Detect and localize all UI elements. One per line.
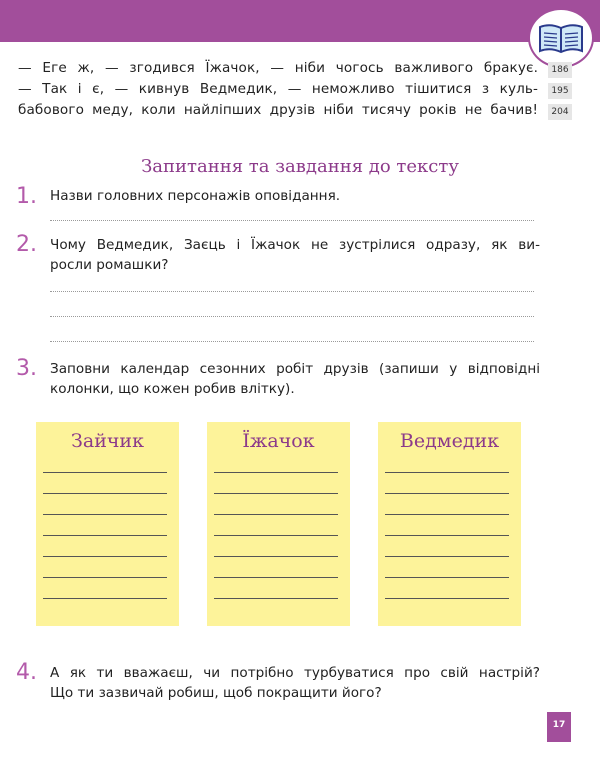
question-text: Заповни календар сезонних робіт друзів (запиши у відповідні: [50, 361, 540, 377]
passage-line: — Еге ж, — згодився Їжачок, — ніби чогось важливого бракує.: [18, 60, 538, 76]
passage-line: бабового меду, коли найліпших друзів ніби тисячу років не бачив!: [18, 102, 538, 118]
write-line[interactable]: [385, 535, 509, 536]
write-line[interactable]: [43, 556, 167, 557]
write-line[interactable]: [385, 514, 509, 515]
question-number: 3.: [16, 356, 37, 381]
write-line[interactable]: [214, 577, 338, 578]
question-text: Чому Ведмедик, Заєць і Їжачок не зустрілися одразу, як ви-: [50, 237, 540, 253]
write-line[interactable]: [43, 598, 167, 599]
question-number: 4.: [16, 660, 37, 685]
season-card-yizhachok: [207, 422, 350, 626]
write-line[interactable]: [43, 535, 167, 536]
question-text: Назви головних персонажів оповідання.: [50, 188, 341, 204]
write-line[interactable]: [214, 514, 338, 515]
section-title: Запитання та завдання до тексту: [141, 156, 459, 177]
write-line[interactable]: [43, 514, 167, 515]
write-line[interactable]: [214, 493, 338, 494]
write-line[interactable]: [43, 577, 167, 578]
card-title: Зайчик: [71, 430, 144, 452]
line-number: 204: [548, 104, 572, 120]
question-number: 1.: [16, 184, 37, 209]
question-number: 2.: [16, 232, 37, 257]
card-title: Їжачок: [242, 430, 315, 452]
line-number: 186: [548, 62, 572, 78]
write-line[interactable]: [385, 556, 509, 557]
write-line[interactable]: [385, 472, 509, 473]
write-line[interactable]: [214, 598, 338, 599]
season-card-vedmedyk: [378, 422, 521, 626]
page-number: 17: [547, 712, 571, 742]
card-title: Ведмедик: [399, 430, 500, 452]
answer-line[interactable]: [50, 220, 534, 221]
top-banner: [0, 0, 600, 42]
question-text: А як ти вважаєш, чи потрібно турбуватися про свій настрій?: [50, 665, 540, 681]
season-card-zaichyk: [36, 422, 179, 626]
write-line[interactable]: [385, 577, 509, 578]
book-badge: [528, 8, 594, 68]
answer-line[interactable]: [50, 341, 534, 342]
write-line[interactable]: [385, 493, 509, 494]
write-line[interactable]: [214, 535, 338, 536]
write-line[interactable]: [385, 598, 509, 599]
passage-line: — Так і є, — кивнув Ведмедик, — неможливо тішитися з куль-: [18, 81, 538, 97]
answer-line[interactable]: [50, 291, 534, 292]
line-number: 195: [548, 83, 572, 99]
open-book-icon: [538, 21, 584, 55]
write-line[interactable]: [43, 472, 167, 473]
answer-line[interactable]: [50, 316, 534, 317]
question-text: росли ромашки?: [50, 257, 169, 273]
write-line[interactable]: [214, 472, 338, 473]
write-line[interactable]: [43, 493, 167, 494]
question-text: колонки, що кожен робив влітку).: [50, 381, 295, 397]
question-text: Що ти зазвичай робиш, щоб покращити його?: [50, 685, 382, 701]
write-line[interactable]: [214, 556, 338, 557]
